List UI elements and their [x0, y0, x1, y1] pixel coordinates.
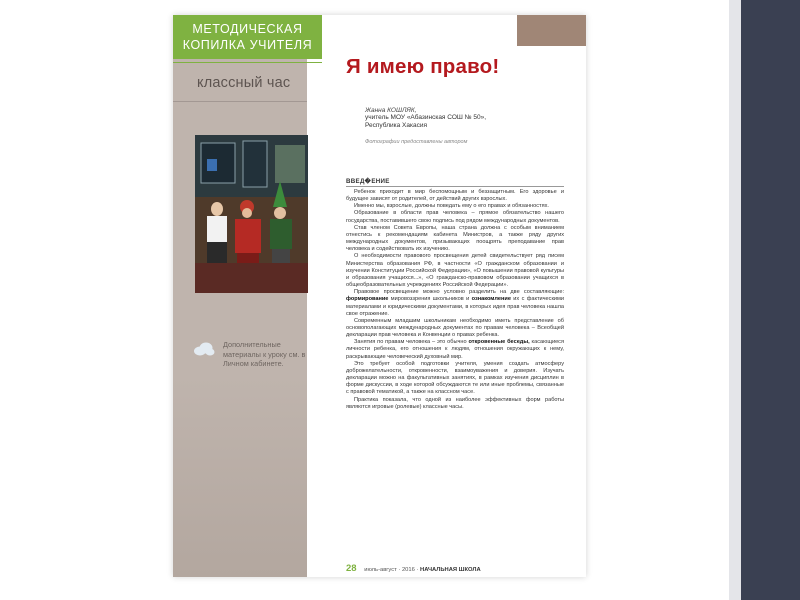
extra-materials-text: Дополнительные материалы к уроку см. в Личном кабинете. [223, 340, 306, 368]
paragraph: Это требует особой подготовки учителя, умения создать атмосферу доброжелательности, откровенности, взаимоуважения и доверия. Изучать декларации можно на факультативных занятиях, в рамках изучения дисциплин в форме дискуссии, в ходе которой обсуждаются те или иные проблемы, связанные с правовой тематикой, а также на классном часе. [346, 360, 564, 396]
page-number: 28 [346, 563, 357, 574]
issue-date: июль-август · 2016 · [364, 567, 419, 573]
magazine-name: НАЧАЛЬНАЯ ШКОЛА [420, 567, 481, 573]
section-label: классный час [197, 75, 291, 91]
paragraph: Занятия по правам человека – это обычно откровенные беседы, касающиеся личности ребенка, его отношения к людям, отношения окружающих к нему, раскрывающие человеческий духовный мир. [346, 339, 565, 360]
author-block [365, 107, 565, 129]
banner-line-1: МЕТОДИЧЕСКАЯ [192, 22, 303, 36]
paragraph: Правовое просвещение можно условно разделить на две составляющие: формирование мировоззрения школьников и ознакомление их с фактическими материалами и юридическими документами, в которых идея прав человека нашла свое отражение. [346, 289, 565, 317]
decorative-dark-stripe [741, 0, 800, 600]
paragraph: Современным младшим школьникам необходимо иметь представление об основополагающих международных документах по правам человека – Всеобщей декларации прав человека и Конвенции о правах ребенка. [346, 317, 564, 339]
decorative-corner-block [517, 15, 586, 46]
magazine-page [173, 15, 586, 577]
article-title: Я имею право! [346, 55, 500, 78]
article-body [346, 189, 564, 411]
section-banner [173, 15, 322, 59]
banner-line-2: КОПИЛКА УЧИТЕЛЯ [182, 38, 313, 52]
paragraph: Практика показала, что одной из наиболее эффективных форм работы являются игровые (ролевые) классные часы. [346, 396, 564, 410]
photo-credit: Фотографии предоставлены автором [365, 139, 468, 145]
banner-rule [173, 62, 322, 63]
intro-rule [346, 186, 564, 187]
author-position: учитель МОУ «Абазинская СОШ № 50», [365, 114, 487, 122]
classroom-photo [195, 135, 308, 293]
section-rule [173, 101, 307, 102]
decorative-light-stripe [729, 0, 741, 600]
left-column [173, 15, 307, 577]
paragraph: Именно мы, взрослые, должны поведать ему о его правах и обязанностях. [354, 203, 549, 210]
paragraph: Образование в области прав человека – прямое обязательство нашего государства, поставившего свою подпись под рядом международных документов. [346, 210, 564, 224]
paragraph: О необходимости правового просвещения детей свидетельствует ряд писем Министерства образования РФ, в частности «О гражданском образовании и изучении Конституции Российской Федерации», «О повышении правовой культуры и образования учащихся...», «О гражданско-правовом образовании учащихся в общеобразовательных учреждениях Российской Федерации». [346, 253, 564, 289]
cloud-icon [193, 342, 215, 356]
author-name: Жанна КОШЛЯК, [365, 107, 417, 114]
author-region: Республика Хакасия [365, 121, 427, 129]
paragraph: Ребенок приходит в мир беспомощным и беззащитным. Его здоровье и будущее зависят от родителей, от действий других взрослых. [346, 189, 564, 203]
paragraph: Став членом Совета Европы, наша страна должна с особым вниманием отнестись к рекомендациям кабинета Министров, а также ряду других международных документов, призывающих поощрять преподавание прав человека и содействовать их изучению. [346, 224, 564, 253]
intro-heading: ВВЕД�ЕНИЕ [346, 178, 390, 185]
page-footer [346, 563, 564, 574]
